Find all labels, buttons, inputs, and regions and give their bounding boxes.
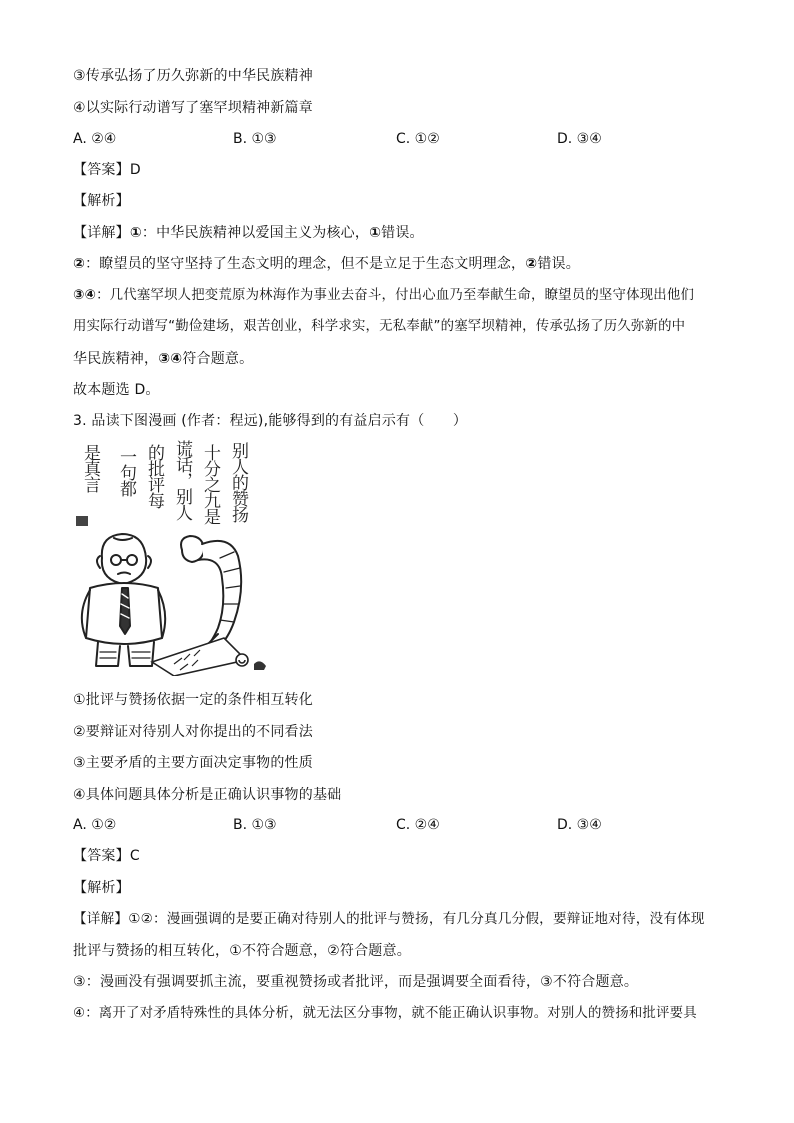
cartoon-scroll [152,638,248,676]
cartoon-text-col-1: 别人的赞扬 [228,442,248,522]
q2-detail-p3-text1: ：几代塞罕坝人把变荒原为林海作为事业去奋斗，付出心血乃至奉献生命，瞭望员的坚守体现出他们 [96,288,695,303]
q3-detail-p3: ④：离开了对矛盾特殊性的具体分析，就无法区分事物，就不能正确认识事物。对别人的赞扬和批评要具 [73,1006,697,1021]
q3-stem: 3. 品读下图漫画 (作者：程远),能够得到的有益启示有（ ） [73,413,468,429]
q2-detail-p3-nums: ③④ [73,288,97,303]
q3-option-b: B. ①③ [233,817,277,833]
q3-answer-value: C [129,848,140,864]
q2-detail-p1-text: ：中华民族精神以爱国主义为核心， [141,225,370,241]
q2-detail-p2-nums: ② [73,256,86,272]
cartoon-text-col-6: 是真言 [80,444,100,492]
q3-option-a: A. ①② [73,817,117,833]
q3-answer [73,846,733,866]
q2-detail-p1 [73,223,733,243]
q3-detail-label: 【详解】 [73,911,129,927]
cartoon-text-col-2: 十分之九是 [200,444,220,524]
q2-option-b: B. ①③ [233,131,277,147]
q2-analysis-label: 【解析】 [73,193,130,209]
cartoon-text-col-4: 的批评每 [144,444,164,508]
q3-answer-label: 【答案】 [73,848,130,864]
q2-answer-label: 【答案】 [73,162,130,178]
q3-detail-p2: ③：漫画没有强调要抓主流，要重视赞扬或者批评，而是强调要全面看待，③不符合题意。 [73,974,639,990]
q2-detail-p1-num2: ① [369,225,382,241]
q2-option-c: C. ①② [396,131,440,147]
q2-answer-value: D [129,162,141,178]
q3-option-d: D. ③④ [557,817,602,833]
q2-detail-p1-end: 错误。 [381,225,424,241]
q3-detail-p1-line1 [73,909,733,929]
q2-detail-p3-end: 符合题意。 [182,351,254,367]
q2-option-d: D. ③④ [557,131,602,147]
q2-detail-p3-text3: 华民族精神， [73,351,159,367]
q2-detail-label: 【详解】 [73,225,130,241]
q3-statement-4: ④具体问题具体分析是正确认识事物的基础 [73,787,342,803]
q3-analysis-label: 【解析】 [73,880,130,896]
cartoon-text-col-5: 一句都 [116,448,136,496]
q3-statement-1: ①批评与赞扬依据一定的条件相互转化 [73,692,313,708]
q3-statement-2: ②要辩证对待别人对你提出的不同看法 [73,724,313,740]
q2-detail-p3-line2: 用实际行动谱写“勤俭建场，艰苦创业，科学求实，无私奉献”的塞罕坝精神，传承弘扬了历久弥新的中 [73,319,686,334]
q2-statement-3: ③传承弘扬了历久弥新的中华民族精神 [73,68,313,84]
q2-detail-p2-num2: ② [525,256,538,272]
cartoon-image [70,438,270,676]
q2-conclusion: 故本题选 D。 [73,382,160,398]
cartoon-seal [76,516,88,526]
q2-detail-p1-nums: ① [129,225,142,241]
q2-options [73,129,733,149]
q3-detail-p1-text: ①②：漫画强调的是要正确对待别人的批评与赞扬，有几分真几分假，要辩证地对待，没有体现 [128,911,705,927]
q3-option-c: C. ②④ [396,817,440,833]
q2-detail-p2-text: ：瞭望员的坚守坚持了生态文明的理念，但不是立足于生态文明理念， [85,256,526,272]
q2-statement-4: ④以实际行动谱写了塞罕坝精神新篇章 [73,100,313,116]
q2-detail-p3-num2: ③④ [158,351,183,367]
q2-detail-p2-end: 错误。 [537,256,580,272]
cartoon-artist-mark [254,661,266,670]
q2-answer [73,160,733,180]
q3-options [73,815,733,835]
q3-statement-3: ③主要矛盾的主要方面决定事物的性质 [73,755,313,771]
cartoon-bowing-figure [181,536,241,660]
q2-detail-p3-line1 [73,286,733,306]
cartoon-man [82,534,165,666]
q2-detail-p2 [73,254,733,274]
q2-detail-p3-line3 [73,349,733,369]
q3-detail-p1-line2: 批评与赞扬的相互转化，①不符合题意，②符合题意。 [73,943,411,959]
q2-option-a: A. ②④ [73,131,117,147]
cartoon-text-col-3: 谎话，别人 [172,440,192,520]
